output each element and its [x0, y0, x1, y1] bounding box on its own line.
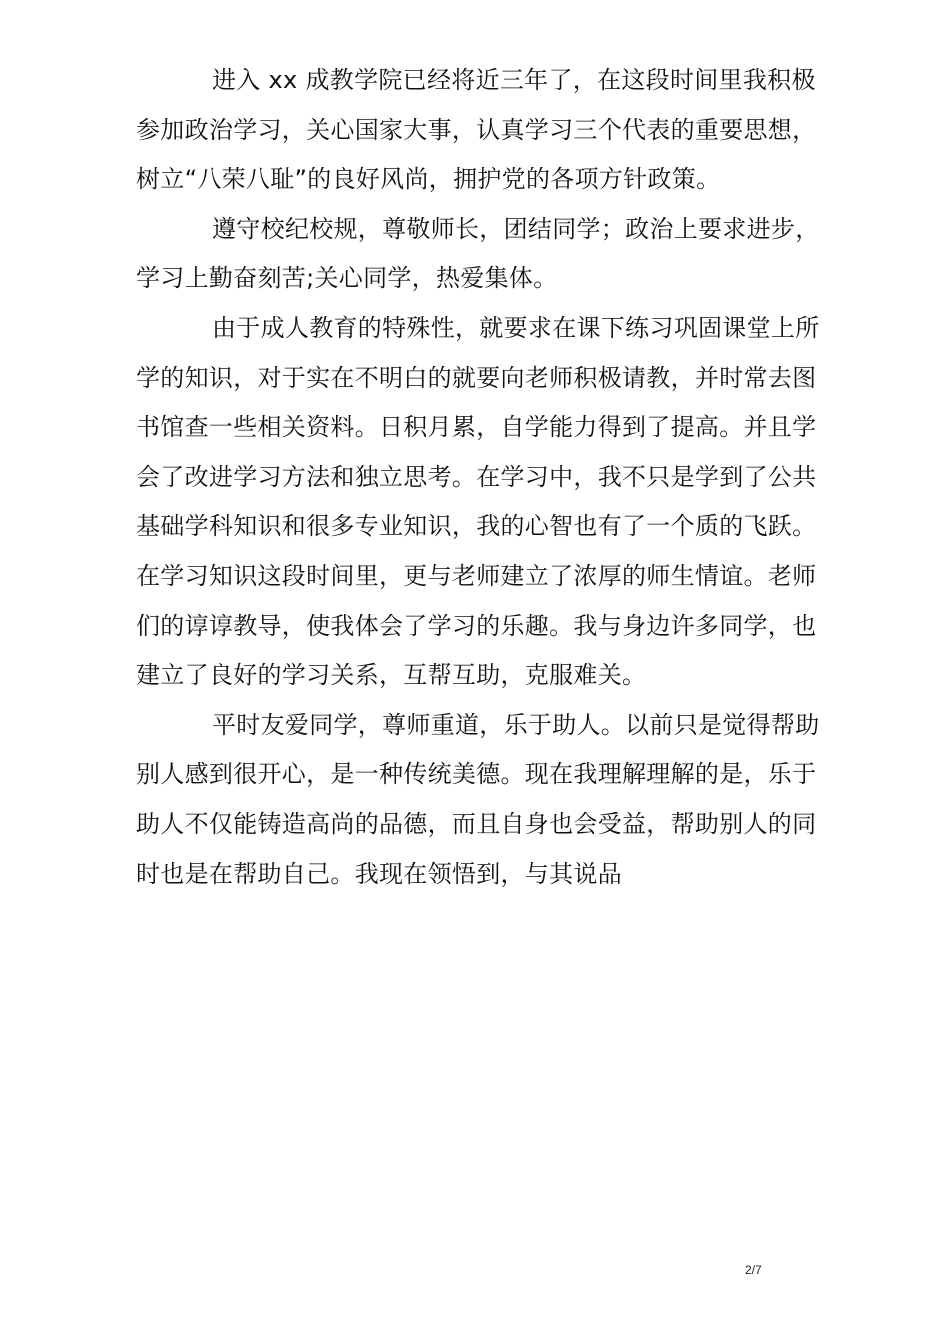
paragraph-1 — [136, 56, 836, 205]
text-line: 书馆查一些相关资料。日积月累，自学能力得到了提高。并且学 — [136, 413, 817, 442]
text-line: 学习上勤奋刻苦;关心同学，热爱集体。 — [136, 264, 558, 293]
text-line: 树立“八荣八耻”的良好风尚，拥护党的各项方针政策。 — [136, 165, 721, 194]
text-line: 别人感到很开心，是一种传统美德。现在我理解理解的是，乐于 — [136, 760, 817, 789]
body-text — [136, 56, 836, 899]
text-line: 助人不仅能铸造高尚的品德，而且自身也会受益，帮助别人的同 — [136, 809, 817, 838]
paragraph-2 — [136, 205, 836, 304]
text-line: 学的知识，对于实在不明白的就要向老师积极请教，并时常去图 — [136, 363, 817, 392]
text-line: 进入 xx 成教学院已经将近三年了，在这段时间里我积极 — [212, 66, 816, 94]
text-line: 在学习知识这段时间里，更与老师建立了浓厚的师生情谊。老师 — [136, 561, 817, 590]
text-line: 参加政治学习，关心国家大事，认真学习三个代表的重要思想， — [136, 115, 817, 144]
page-number: 2/7 — [745, 1263, 762, 1277]
text-line: 平时友爱同学，尊师重道，乐于助人。以前只是觉得帮助 — [212, 710, 820, 739]
text-line: 遵守校纪校规，尊敬师长，团结同学；政治上要求进步， — [212, 214, 820, 243]
paragraph-4 — [136, 701, 836, 899]
text-line: 基础学科知识和很多专业知识，我的心智也有了一个质的飞跃。 — [136, 512, 817, 541]
text-line: 由于成人教育的特殊性，就要求在课下练习巩固课堂上所 — [212, 313, 820, 342]
text-line: 时也是在帮助自己。我现在领悟到，与其说品 — [136, 859, 622, 888]
paragraph-3 — [136, 304, 836, 701]
text-line: 会了改进学习方法和独立思考。在学习中，我不只是学到了公共 — [136, 462, 817, 491]
text-line: 建立了良好的学习关系，互帮互助，克服难关。 — [136, 661, 647, 690]
text-line: 们的谆谆教导，使我体会了学习的乐趣。我与身边许多同学，也 — [136, 611, 817, 640]
